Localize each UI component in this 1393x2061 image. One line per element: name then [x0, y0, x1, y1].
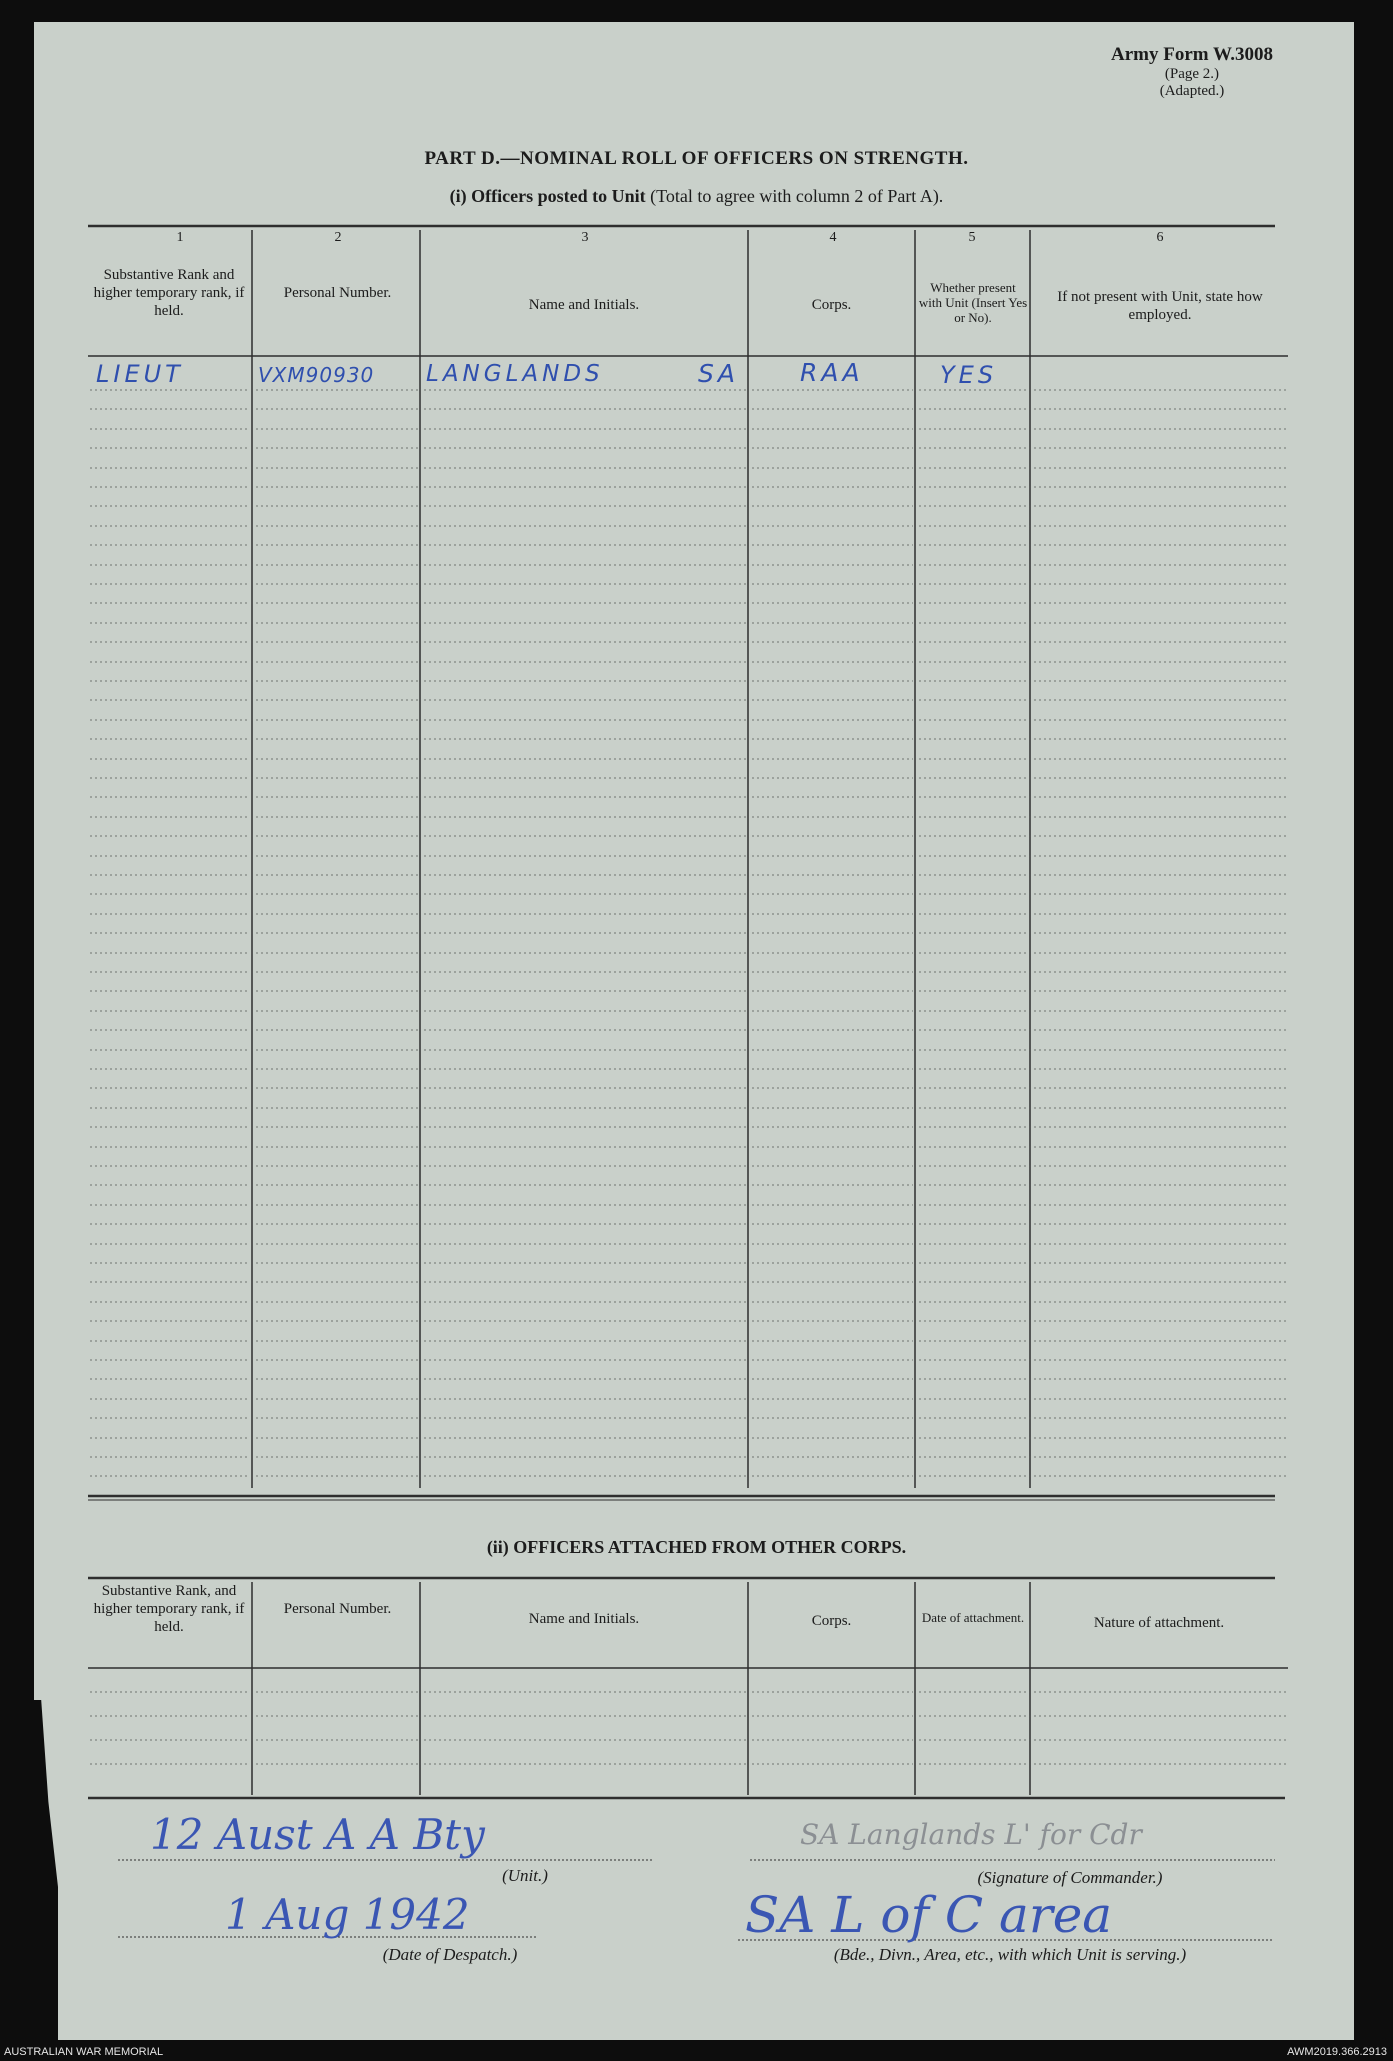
row1-corps: RAA: [800, 358, 864, 387]
col-num-5: 5: [968, 230, 976, 245]
attached-header-corps: Corps.: [811, 1613, 852, 1629]
archive-credit: AUSTRALIAN WAR MEMORIAL: [4, 2046, 164, 2058]
attached-header-rank: Substantive Rank, and higher temporary rank, if held.: [93, 1583, 245, 1635]
header-name: Name and Initials.: [528, 297, 640, 313]
signature-label: (Signature of Commander.): [977, 1868, 1163, 1887]
header-rank: Substantive Rank and higher temporary rank, if held.: [93, 267, 245, 319]
col-num-1: 1: [176, 230, 184, 245]
section-2-title: (ii) OFFICERS ATTACHED FROM OTHER CORPS.: [486, 1537, 907, 1557]
form-adapted: (Adapted.): [1159, 83, 1225, 99]
header-personal-number: Personal Number.: [283, 285, 392, 301]
form-title: Army Form W.3008: [1110, 44, 1273, 65]
area-value: SA L of C area: [745, 1886, 1113, 1944]
col-num-4: 4: [829, 230, 837, 245]
header-corps: Corps.: [811, 297, 852, 313]
part-d-title: PART D.—NOMINAL ROLL OF OFFICERS ON STRENGTH.: [424, 148, 969, 169]
row1-initials: SA: [698, 359, 739, 388]
area-label: (Bde., Divn., Area, etc., with which Unit is serving.): [833, 1945, 1187, 1964]
row1-rank: LIEUT: [96, 360, 184, 388]
despatch-date-value: 1 Aug 1942: [225, 1890, 470, 1939]
attached-header-nature: Nature of attachment.: [1093, 1615, 1225, 1631]
despatch-date-label: (Date of Despatch.): [382, 1945, 518, 1964]
col-num-2: 2: [334, 230, 342, 245]
header-employed: If not present with Unit, state how employed.: [1057, 289, 1263, 323]
attached-header-personal-number: Personal Number.: [283, 1601, 392, 1617]
attached-header-date: Date of attachment.: [921, 1610, 1025, 1625]
col-num-3: 3: [581, 230, 589, 245]
unit-label: (Unit.): [502, 1866, 548, 1885]
archive-id: AWM2019.366.2913: [1287, 2046, 1387, 2058]
col-num-6: 6: [1156, 230, 1164, 245]
commander-signature: SA Langlands L' for Cdr: [800, 1818, 1142, 1851]
row1-personal-number: VXM90930: [258, 363, 375, 387]
section-1-title-rest: (Total to agree with column 2 of Part A).: [650, 186, 944, 206]
section-1-title-bold: (i) Officers posted to Unit: [449, 186, 646, 206]
row1-name: LANGLANDS: [426, 361, 604, 387]
row1-present: YES: [940, 361, 998, 389]
attached-header-name: Name and Initials.: [528, 1611, 640, 1627]
form-page: (Page 2.): [1164, 66, 1220, 82]
header-present: Whether present with Unit (Insert Yes or No).: [918, 280, 1028, 325]
unit-value: 12 Aust A A Bty: [150, 1810, 485, 1859]
